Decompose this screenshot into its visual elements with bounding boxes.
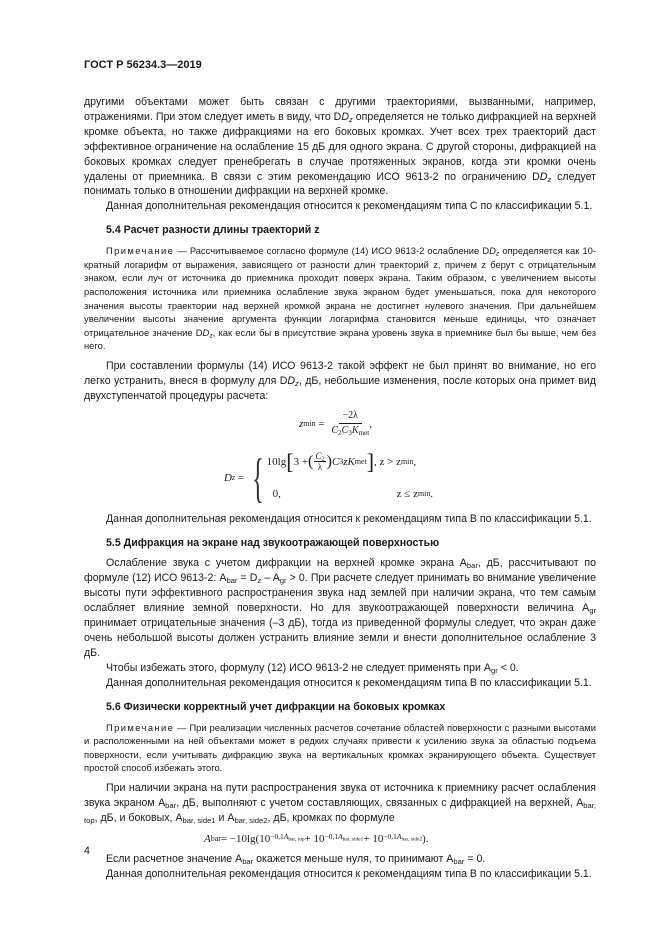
page-number: 4	[84, 845, 90, 857]
section-5-6-recommendation: Данная дополнительная рекомендация относится к рекомендациям типа В по классификации 5.1.	[106, 867, 592, 880]
formula-dz-case-1: 10lg [ 3 + ( $\frac{C_2}{\lambda}$ ) C 3 z K met ] , z > z min ,	[266, 448, 417, 474]
formula-abar: A bar = −10lg(10 $-0,1A_{bar, top}$ + 10 $-0,1A_{bar, side1}$ + 10 $-0,1A_{bar, side2}$ ).	[204, 832, 429, 845]
formula-dz-case-2: 0, z ≤ z min .	[272, 487, 434, 500]
section-5-5-paragraph-2: Чтобы избежать этого, формулу (12) ИСО 9613-2 не следует применять при $A_{gr} < 0$.	[106, 661, 519, 675]
section-5-6-note: Примечание — При реализации численных расчетов сочетание областей поверхности с разными высотами и расположенными на ней объектами может в редких случаях привести к усилению звука за областью подъема поверхности, если учитывать дифракцию звука на вертикальных кромках экранирующего объекта. Существует простой способ избежать этого.	[84, 721, 596, 774]
section-5-5-heading: 5.5 Дифракция на экране над звукоотражающей поверхностью	[106, 536, 440, 549]
document-header: ГОСТ Р 56234.3—2019	[84, 59, 202, 71]
section-5-4-paragraph: При составлении формулы (14) ИСО 9613-2 такой эффект не был принят во внимание, но его легко устранить, внеся в формулу для $DD_z$, дБ, небольшие изменения, после которых она примет вид двухступенчатой процедуры расчета:	[84, 359, 596, 402]
document-body	[84, 95, 596, 881]
intro-recommendation: Данная дополнительная рекомендация относится к рекомендациям типа С по классификации 5.1.	[106, 200, 593, 213]
section-5-6-paragraph-2: Если расчетное значение $A_{bar}$ окажется меньше нуля, то принимают $A_{bar} = 0$.	[106, 852, 486, 866]
formula-dz: D z = { 10lg [ 3 + ( $\frac{C_2}{\lambda}$ ) C 3 z K met ] , z > z min , 0, z ≤ z min .	[224, 447, 434, 508]
formula-zmin: z min = $\frac{-2\lambda}{C_2C_3K_{met}}$ ,	[299, 410, 373, 437]
section-5-6-heading: 5.6 Физически корректный учет дифракции на боковых кромках	[106, 700, 446, 713]
section-5-5-paragraph: Ослабление звука с учетом дифракции на верхней кромке экрана $A_{bar}$, дБ, рассчитывают по формуле (12) ИСО 9613-2: $A_{bar} = D_z - A_{gr} > 0$. При расчете следует принимать во внимание увеличение высоты пути эффективного распространения звука над землей при наличии экрана, что тем самым ослабляет влияние земной поверхности. Но для звукоотражающей поверхности величина $A_{gr}$ принимает отрицательные значения (–3 дБ), тогда из приведенной формулы следует, что экран даже очень небольшой высоты должен устранить влияние земли и внести дополнительное ослабление 3 дБ.	[84, 557, 596, 659]
intro-paragraph: другими объектами может быть связан с другими траекториями, вызванными, например, отражениями. При этом следует иметь в виду, что $DD_z$ определяется не только дифракцией на верхней кромке объекта, но также дифракциями на его боковых кромках. Учет всех трех траекторий даст эффективное ограничение на ослабление 15 дБ для одного экрана. С другой стороны, дифракцией на боковых кромках следует пренебрегать в случае протяженных экранов, когда эти кромки очень удалены от приемника. В связи с этим рекомендацию ИСО 9613-2 по ограничению $DD_z$ следует понимать только в отношении дифракции на верхней кромке.	[84, 96, 596, 198]
section-5-5-recommendation: Данная дополнительная рекомендация относится к рекомендациям типа В по классификации 5.1.	[106, 676, 592, 689]
section-5-4-note: Примечание — Рассчитываемое согласно формуле (14) ИСО 9613-2 ослабление $DD_z$ определяется как 10-кратный логарифм от выражения, зависящего от разности длин траекторий z, причем z берут с отрицательным знаком, если луч от источника до приемника проходит поверх экрана. Таким образом, с увеличением высоты расположения источника или приемника ослабление звука экраном будет уменьшаться, пока для некоторого значения высоты траектории над верхней кромкой экрана не достигнет нулевого значения. При дальнейшем увеличении высоты значение аргумента функции логарифма становится меньше единицы, что означает отрицательное значение $DD_z$, как если бы в присутствие экрана уровень звука в приемнике был бы выше, чем без него.	[84, 245, 596, 352]
section-5-4-heading: 5.4 Расчет разности длины траекторий z	[106, 224, 320, 237]
section-5-4-recommendation: Данная дополнительная рекомендация относится к рекомендациям типа В по классификации 5.1.	[106, 512, 592, 525]
section-5-6-paragraph: При наличии экрана на пути распространения звука от источника к приемнику расчет ослабления звука экраном $A_{bar}$, дБ, выполняют с учетом составляющих, связанных с дифракцией на верхней, $A_{bar, top}$, дБ, и боковых, $A_{bar, side1}$ и $A_{bar, side2}$, дБ, кромках по формуле	[84, 781, 596, 825]
